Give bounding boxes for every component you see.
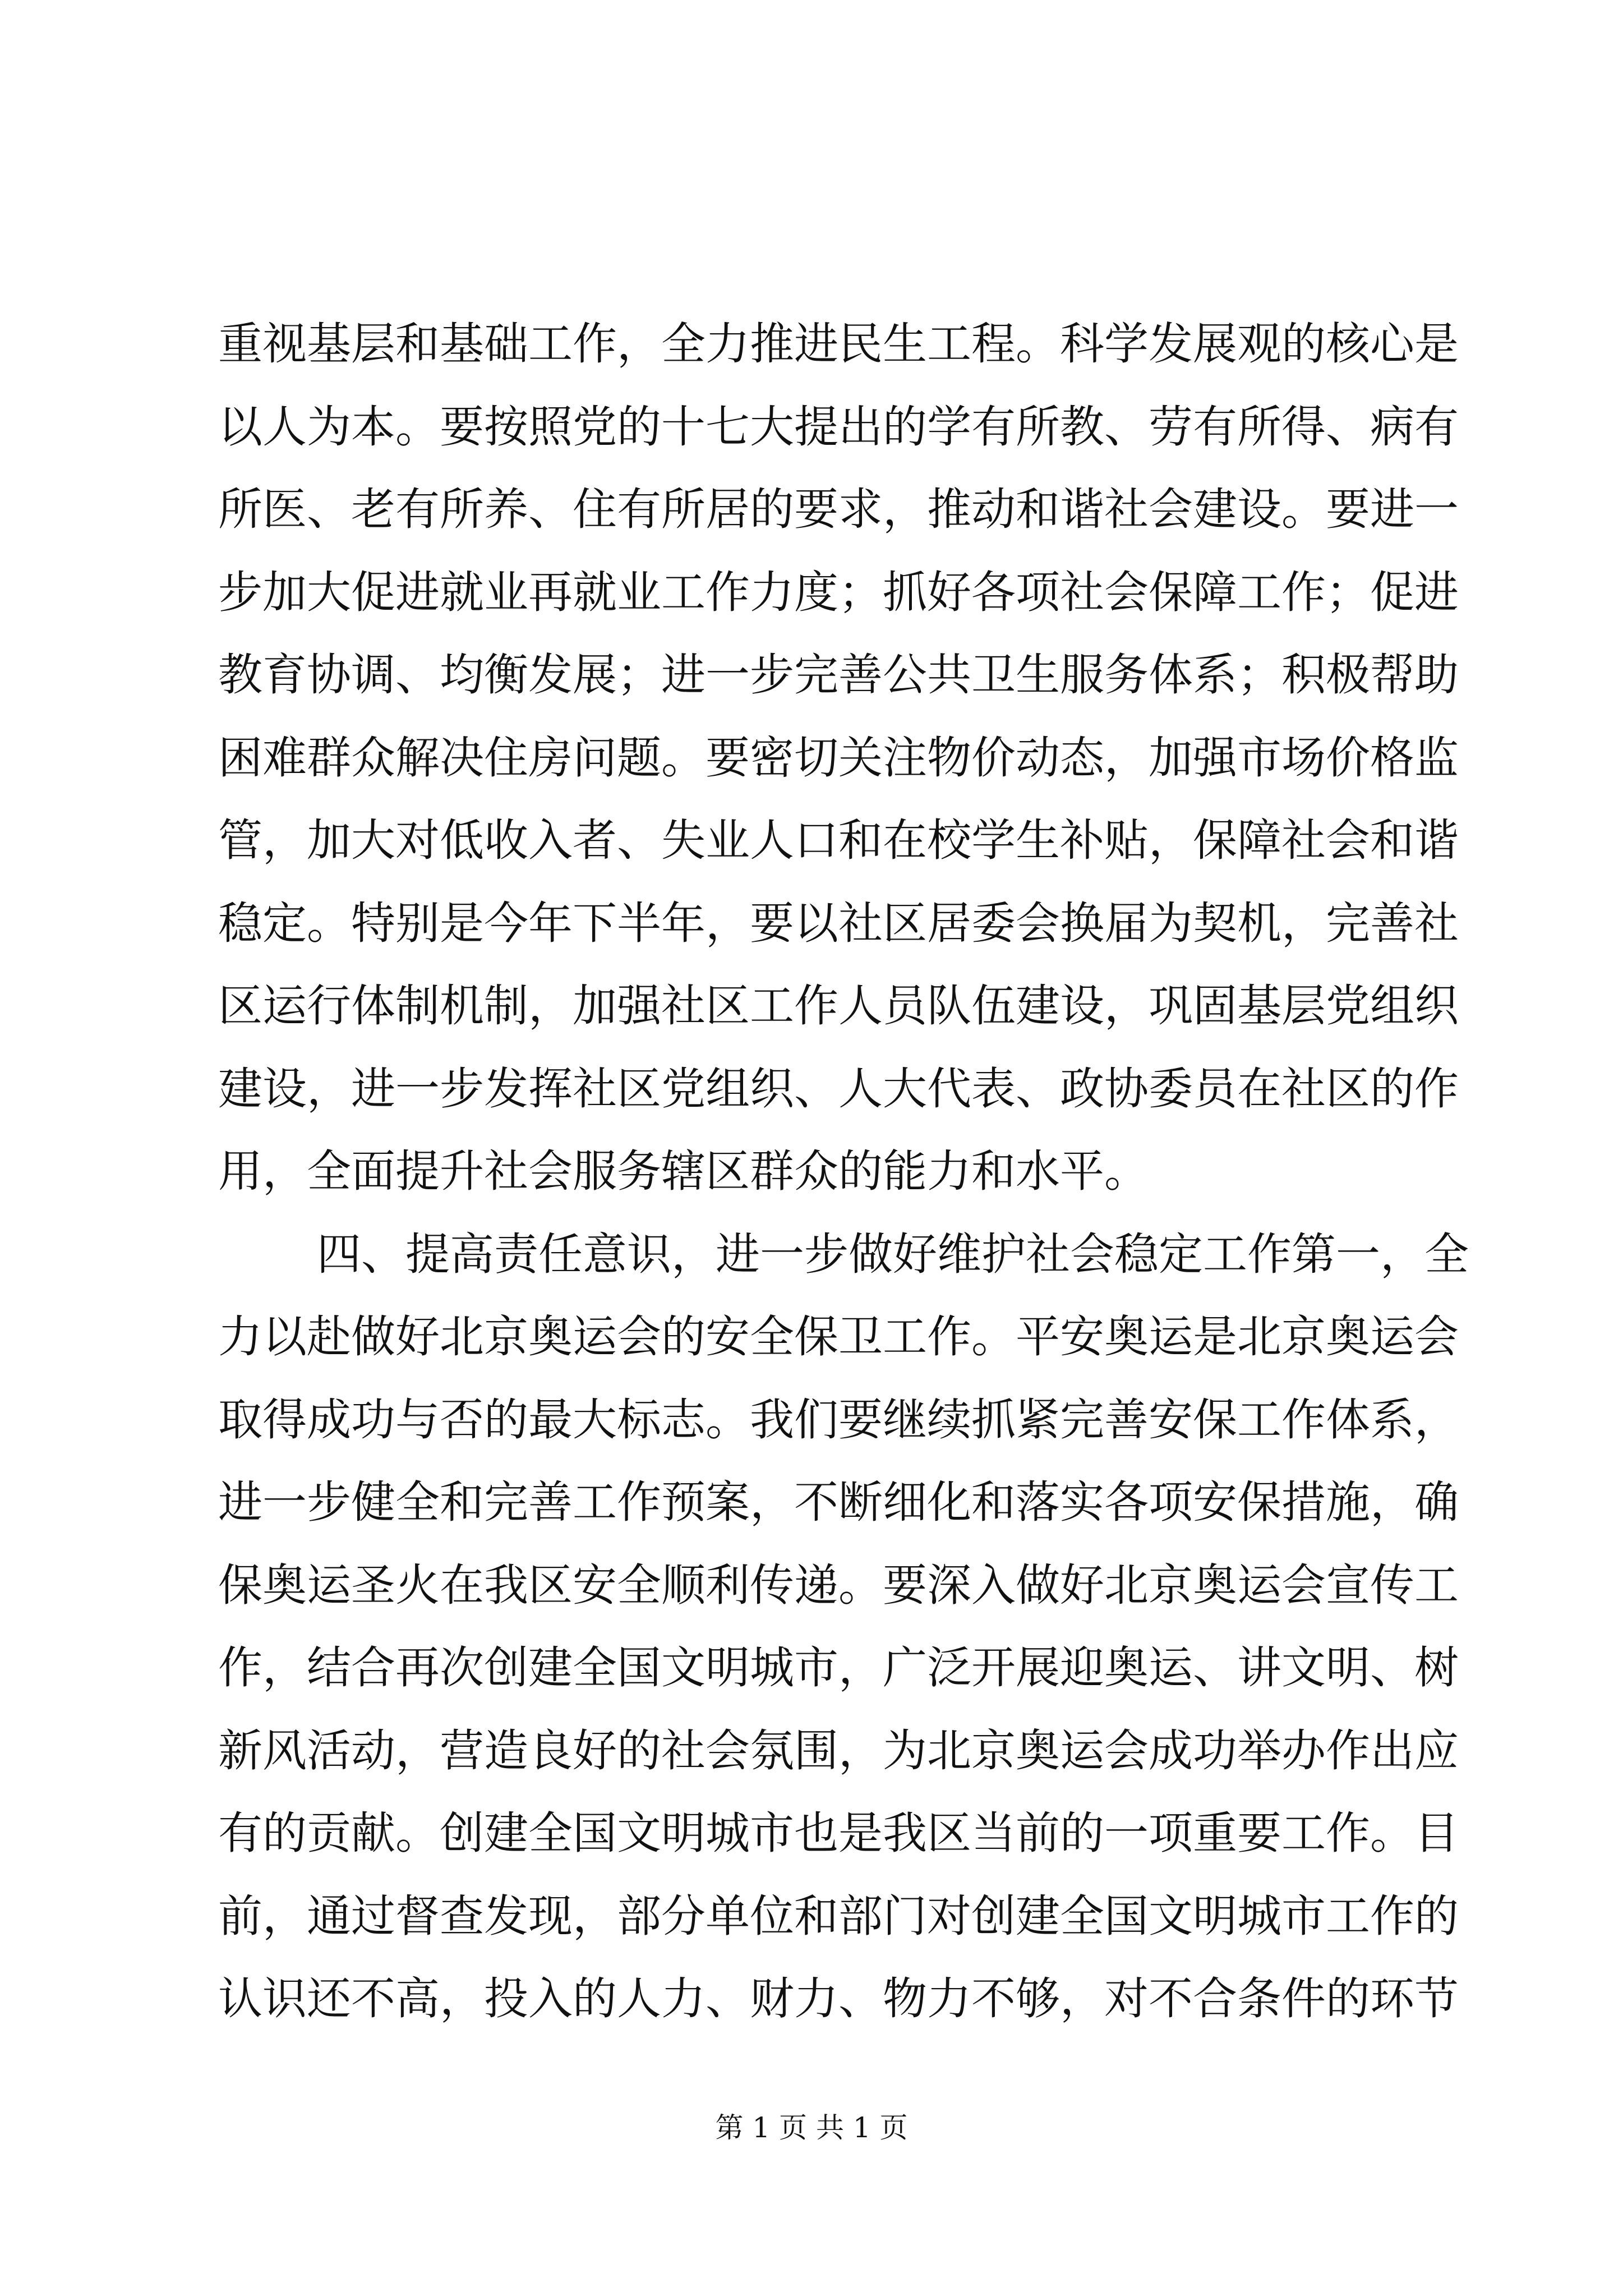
text-line: 以人为本。要按照党的十七大提出的学有所教、劳有所得、病有 xyxy=(218,401,1459,453)
text-line: 力以赴做好北京奥运会的安全保卫工作。平安奥运是北京奥运会 xyxy=(218,1311,1459,1363)
paragraph-start-line: 四、提高责任意识，进一步做好维护社会稳定工作第一，全 xyxy=(317,1228,1469,1280)
body-text xyxy=(218,303,1469,2041)
text-line: 进一步健全和完善工作预案，不断细化和落实各项安保措施，确 xyxy=(218,1476,1459,1528)
text-line: 用，全面提升社会服务辖区群众的能力和水平。 xyxy=(218,1145,1149,1197)
text-line: 步加大促进就业再就业工作力度；抓好各项社会保障工作；促进 xyxy=(218,566,1459,618)
text-line: 有的贡献。创建全国文明城市也是我区当前的一项重要工作。目 xyxy=(218,1807,1459,1859)
text-line: 取得成功与否的最大标志。我们要继续抓紧完善安保工作体系， xyxy=(218,1393,1459,1446)
page-footer: 第 1 页 共 1 页 xyxy=(715,2111,908,2144)
text-line: 作，结合再次创建全国文明城市，广泛开展迎奥运、讲文明、树 xyxy=(218,1642,1459,1694)
text-line: 建设，进一步发挥社区党组织、人大代表、政协委员在社区的作 xyxy=(218,1062,1459,1115)
text-line: 区运行体制机制，加强社区工作人员队伍建设，巩固基层党组织 xyxy=(218,980,1459,1032)
text-line: 教育协调、均衡发展；进一步完善公共卫生服务体系；积极帮助 xyxy=(218,649,1459,701)
text-line: 保奥运圣火在我区安全顺利传递。要深入做好北京奥运会宣传工 xyxy=(218,1559,1459,1611)
text-line: 前，通过督查发现，部分单位和部门对创建全国文明城市工作的 xyxy=(218,1890,1459,1942)
text-line: 新风活动，营造良好的社会氛围，为北京奥运会成功举办作出应 xyxy=(218,1724,1459,1777)
text-line: 重视基层和基础工作，全力推进民生工程。科学发展观的核心是 xyxy=(218,318,1459,370)
text-line: 困难群众解决住房问题。要密切关注物价动态，加强市场价格监 xyxy=(218,731,1459,784)
text-line: 管，加大对低收入者、失业人口和在校学生补贴，保障社会和谐 xyxy=(218,815,1459,866)
text-line: 所医、老有所养、住有所居的要求，推动和谐社会建设。要进一 xyxy=(218,484,1459,535)
text-line: 认识还不高，投入的人力、财力、物力不够，对不合条件的环节 xyxy=(218,1973,1459,2024)
text-line: 稳定。特别是今年下半年，要以社区居委会换届为契机，完善社 xyxy=(218,897,1459,949)
